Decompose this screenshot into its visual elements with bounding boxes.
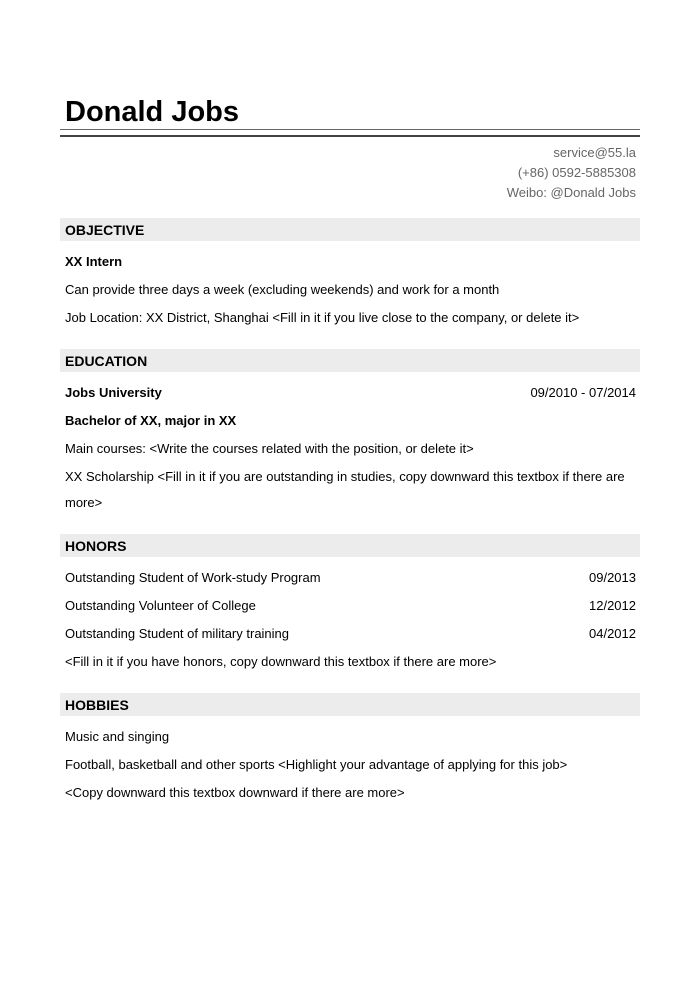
honor-item-date: 09/2013 — [589, 570, 636, 585]
objective-position: XX Intern — [65, 254, 123, 269]
section-title-education: EDUCATION — [65, 353, 148, 369]
education-degree: Bachelor of XX, major in XX — [65, 413, 237, 428]
section-title-objective: OBJECTIVE — [65, 222, 145, 238]
objective-availability: Can provide three days a week (excluding weekends) and work for a month — [65, 282, 500, 297]
contact-email: service@55.la — [553, 145, 636, 160]
education-school: Jobs University — [65, 385, 162, 400]
objective-location: Job Location: XX District, Shanghai <Fill in it if you live close to the company, or delete it> — [65, 310, 580, 325]
section-education — [60, 349, 640, 372]
honors-note: <Fill in it if you have honors, copy downward this textbox if there are more> — [65, 654, 497, 669]
hobby-item: Football, basketball and other sports <Highlight your advantage of applying for this job> — [65, 757, 568, 772]
contact-phone: (+86) 0592-5885308 — [517, 165, 636, 180]
hobby-item: <Copy downward this textbox downward if there are more> — [65, 785, 405, 800]
section-objective — [60, 218, 640, 241]
resume-name: Donald Jobs — [65, 96, 240, 128]
header-rule-thin — [60, 129, 640, 130]
section-honors — [60, 534, 640, 557]
honor-item-name: Outstanding Volunteer of College — [65, 598, 256, 613]
education-courses: Main courses: <Write the courses related with the position, or delete it> — [65, 441, 474, 456]
header-rule-thick — [60, 135, 640, 137]
honor-item-date: 04/2012 — [589, 626, 636, 641]
section-title-hobbies: HOBBIES — [65, 697, 129, 713]
education-scholarship: XX Scholarship <Fill in it if you are outstanding in studies, copy downward this textbox if there are more> — [65, 469, 625, 510]
contact-weibo: Weibo: @Donald Jobs — [506, 185, 636, 200]
section-hobbies — [60, 693, 640, 716]
honor-item-name: Outstanding Student of military training — [65, 626, 290, 641]
honor-item-name: Outstanding Student of Work-study Program — [65, 570, 321, 585]
hobby-item: Music and singing — [65, 729, 170, 744]
education-period: 09/2010 - 07/2014 — [530, 385, 636, 400]
honor-item-date: 12/2012 — [589, 598, 636, 613]
section-title-honors: HONORS — [65, 538, 127, 554]
